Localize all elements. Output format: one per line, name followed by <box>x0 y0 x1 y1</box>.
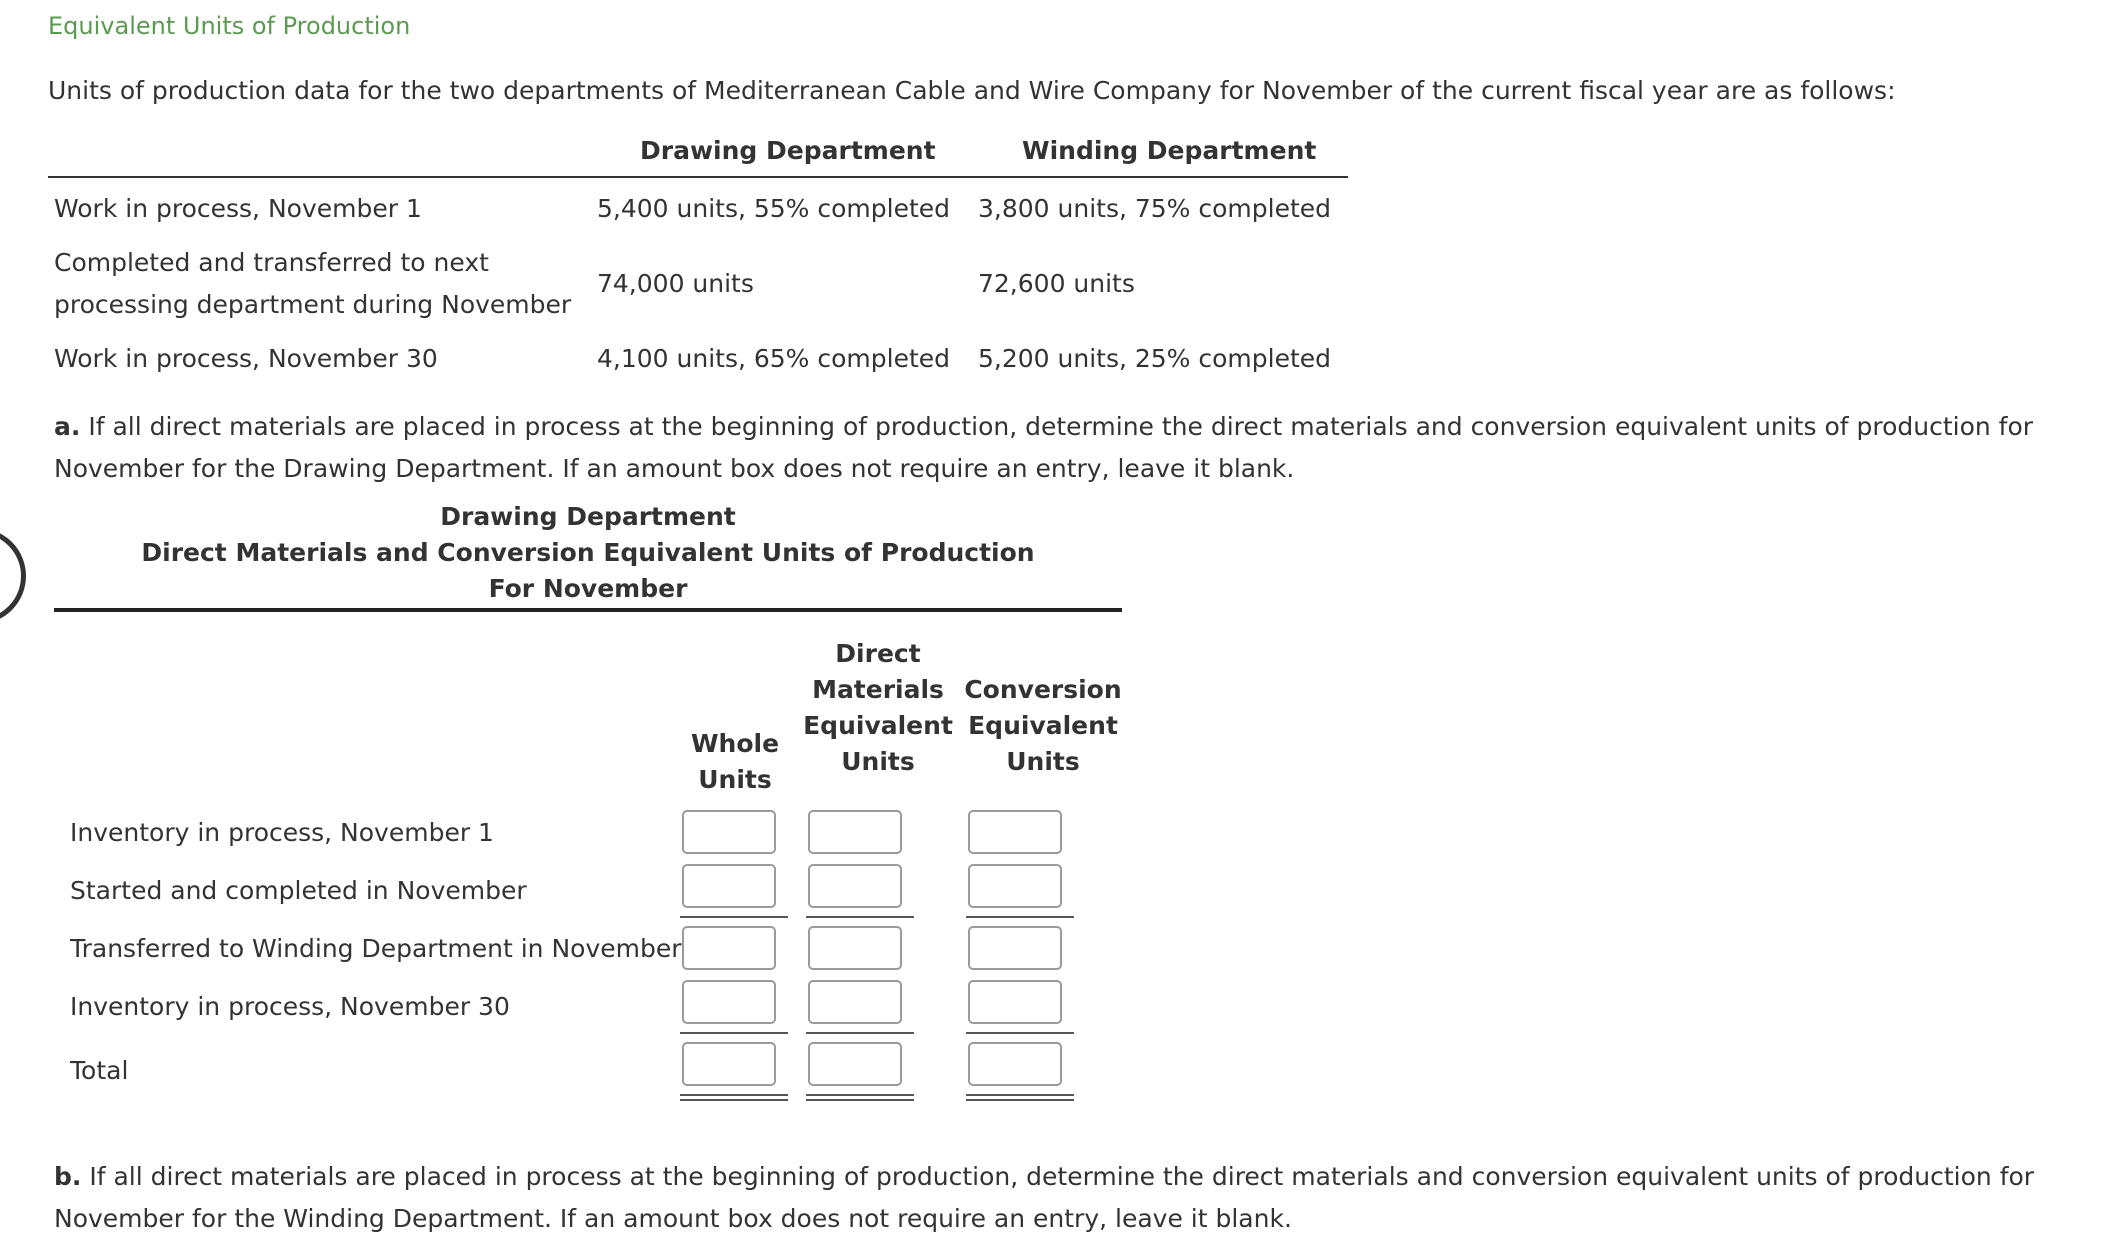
row-label-line2: processing department during November <box>54 290 572 319</box>
total-double-rule <box>806 1094 914 1101</box>
whole-units-started-completed-input[interactable] <box>682 864 776 908</box>
row-label-inventory-nov1: Inventory in process, November 1 <box>70 818 494 847</box>
conversion-transferred-input[interactable] <box>968 926 1062 970</box>
header-drawing-department: Drawing Department <box>640 136 936 165</box>
part-a-text: If all direct materials are placed in process at the beginning of production, determine the direct materials and conversion equivalent units of production for November for the Drawing Department. If an amount box does not require an entry, leave it blank. <box>54 412 2034 483</box>
row-label-transferred: Transferred to Winding Department in November <box>70 934 682 963</box>
subtotal-rule <box>966 1032 1074 1034</box>
schedule-title-department: Drawing Department <box>440 502 736 531</box>
part-a-question <box>54 406 2104 490</box>
column-header-whole-units: Whole Units <box>690 729 780 794</box>
page-heading: Equivalent Units of Production <box>48 12 411 40</box>
subtotal-rule <box>806 916 914 918</box>
whole-units-transferred-input[interactable] <box>682 926 776 970</box>
row-label-inventory-nov30: Inventory in process, November 30 <box>70 992 510 1021</box>
conversion-total-input[interactable] <box>968 1042 1062 1086</box>
conversion-inventory-nov1-input[interactable] <box>968 810 1062 854</box>
direct-materials-transferred-input[interactable] <box>808 926 902 970</box>
drawing-value: 5,400 units, 55% completed <box>597 194 951 223</box>
conversion-started-completed-input[interactable] <box>968 864 1062 908</box>
total-double-rule <box>680 1094 788 1101</box>
winding-value: 5,200 units, 25% completed <box>978 344 1332 373</box>
table-header-rule <box>48 176 1348 178</box>
intro-text: Units of production data for the two departments of Mediterranean Cable and Wire Company for November of the current fiscal year are as follows: <box>48 76 1896 105</box>
schedule-title-subject: Direct Materials and Conversion Equivalent Units of Production <box>141 538 1035 567</box>
whole-units-total-input[interactable] <box>682 1042 776 1086</box>
subtotal-rule <box>680 1032 788 1034</box>
loading-ring-icon <box>0 528 26 624</box>
subtotal-rule <box>966 916 1074 918</box>
direct-materials-total-input[interactable] <box>808 1042 902 1086</box>
row-label-line1: Completed and transferred to next <box>54 248 489 277</box>
direct-materials-inventory-nov30-input[interactable] <box>808 980 902 1024</box>
row-label-started-completed: Started and completed in November <box>70 876 527 905</box>
total-double-rule <box>966 1094 1074 1101</box>
row-label: Work in process, November 1 <box>54 194 422 223</box>
schedule-title-period: For November <box>488 574 688 603</box>
whole-units-inventory-nov1-input[interactable] <box>682 810 776 854</box>
winding-value: 72,600 units <box>978 269 1135 298</box>
direct-materials-inventory-nov1-input[interactable] <box>808 810 902 854</box>
subtotal-rule <box>680 916 788 918</box>
conversion-inventory-nov30-input[interactable] <box>968 980 1062 1024</box>
winding-value: 3,800 units, 75% completed <box>978 194 1332 223</box>
row-label: Work in process, November 30 <box>54 344 438 373</box>
whole-units-inventory-nov30-input[interactable] <box>682 980 776 1024</box>
part-a-letter: a. <box>54 412 81 441</box>
part-b-letter: b. <box>54 1162 82 1191</box>
drawing-value: 74,000 units <box>597 269 754 298</box>
schedule-title-rule <box>54 608 1122 612</box>
header-winding-department: Winding Department <box>1022 136 1317 165</box>
part-b-text: If all direct materials are placed in process at the beginning of production, determine the direct materials and conversion equivalent units of production for November for the Winding Department. If an amount box does not require an entry, leave it blank. <box>54 1162 2035 1233</box>
part-b-question <box>54 1156 2104 1240</box>
subtotal-rule <box>806 1032 914 1034</box>
direct-materials-started-completed-input[interactable] <box>808 864 902 908</box>
column-header-conversion: Conversion Equivalent Units <box>964 675 1122 776</box>
column-header-direct-materials: Direct Materials Equivalent Units <box>803 639 953 776</box>
drawing-value: 4,100 units, 65% completed <box>597 344 951 373</box>
row-label-total: Total <box>70 1056 129 1085</box>
